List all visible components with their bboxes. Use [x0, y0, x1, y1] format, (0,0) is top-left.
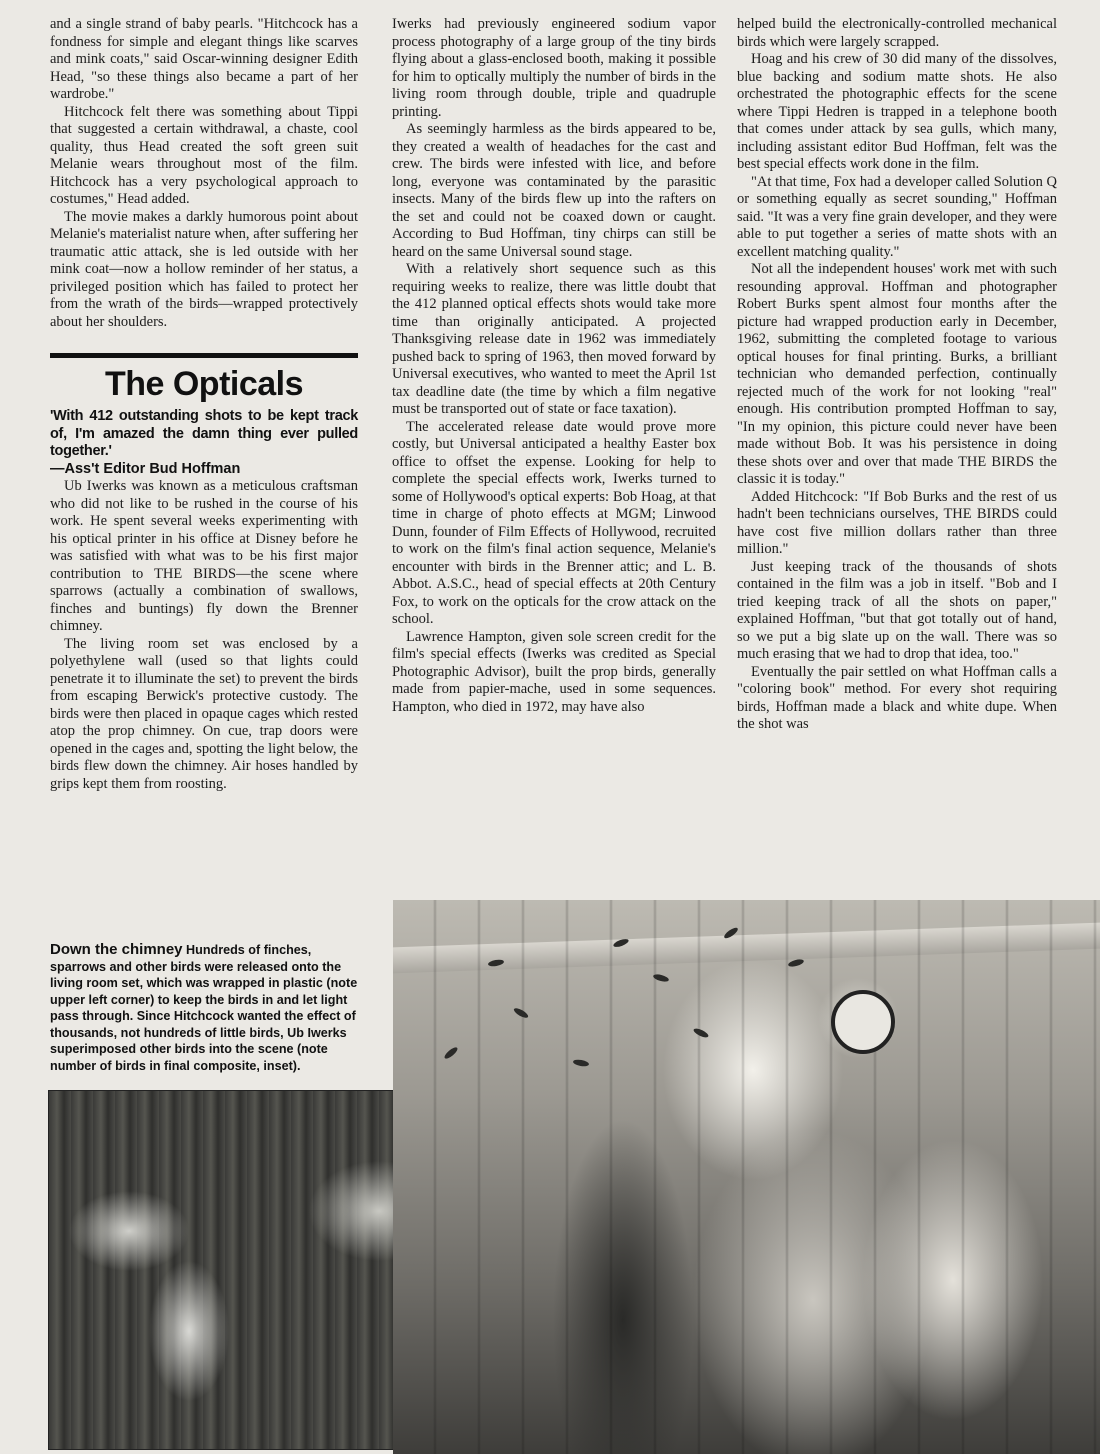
photo-caption	[50, 942, 370, 1074]
paragraph: helped build the electronically-controlled mechanical birds which were largely scrapped.	[737, 16, 1057, 50]
wall-clock	[831, 990, 895, 1054]
paragraph: As seemingly harmless as the birds appeared to be, they created a wealth of headaches for the cast and crew. The birds were infested with lice, and before long, everyone was contaminated by the parasitic insects. Many of the birds flew up into the rafters on the set and could not be coaxed down or caught. According to Bud Hoffman, tiny chirps can still be heard on the same Universal sound stage.	[392, 121, 716, 260]
pull-quote-attribution: —Ass't Editor Bud Hoffman	[50, 460, 241, 477]
paragraph: The living room set was enclosed by a polyethylene wall (used so that lights could penetrate it to illuminate the set) to prevent the birds from escaping Berwick's protective custody. The birds were then placed in opaque cages which rested atop the prop chimney. On cue, trap doors were opened in the cages and, spotting the light below, the birds flew down the chimney. Air hoses handled by grips kept them from roosting.	[50, 635, 358, 792]
inset-photo-living-room-birds	[48, 1090, 442, 1450]
section-title: The Opticals	[104, 365, 304, 403]
section-divider	[50, 353, 358, 358]
paragraph: and a single strand of baby pearls. "Hitchcock has a fondness for simple and elegant things like scarves and mink coats," said Oscar-winning designer Edith Head, "so these things also became a part of her wardrobe."	[50, 16, 358, 102]
paragraph: Hitchcock felt there was something about Tippi that suggested a certain withdrawal, a chaste, cool quality, thus Head created the soft green suit Melanie wears throughout most of the film. Hitchcock has a very psychological approach to costumes," Head added.	[50, 103, 358, 207]
article-column-2	[392, 16, 716, 716]
paragraph: With a relatively short sequence such as this requiring weeks to realize, there was little doubt that the 412 planned optical effects shots would take more time than originally anticipated. A projected Thanksgiving release date in 1962 was immediately pushed back to spring of 1963, then moved forward by Universal executives, who wanted to meet the April 1st tax deadline date (the time by which a film negative must be transported out of state or face taxation).	[392, 261, 716, 417]
paragraph: Eventually the pair settled on what Hoffman calls a "coloring book" method. For every shot requiring birds, Hoffman made a black and white dupe. When the shot was	[737, 663, 1057, 732]
article-column-1	[50, 16, 358, 793]
pull-quote: 'With 412 outstanding shots to be kept track of, I'm amazed the damn thing ever pulled together.'	[50, 408, 358, 459]
paragraph: Ub Iwerks was known as a meticulous craftsman who did not like to be rushed in the course of his work. He spent several weeks experimenting with his optical printer in his office at Disney before he was satisfied with what was to be his first major contribution to THE BIRDS—the scene where sparrows (actually a combination of swallows, finches and buntings) fly down the Brenner chimney.	[50, 478, 358, 634]
paragraph: The movie makes a darkly humorous point about Melanie's materialist nature when, after suffering her traumatic attic attack, she is led outside with her mink coat—now a hollow reminder of her status, a privileged position which has failed to protect her from the wrath of the birds—wrapped protectively about her shoulders.	[50, 208, 358, 330]
paragraph: Lawrence Hampton, given sole screen credit for the film's special effects (Iwerks was credited as Special Photographic Advisor), built the prop birds, generally made from papier-mache, used in some sequences. Hampton, who died in 1972, may have also	[392, 628, 716, 715]
caption-heading: Down the chimney	[50, 941, 183, 958]
paragraph: Not all the independent houses' work met with such resounding approval. Hoffman and photographer Robert Burks spent almost four months after the picture had wrapped production early in December, 1962, submitting the completed footage to various optical houses for final printing. Burks, a brilliant technician who demanded perfection, continually rejected much of the work for not looking "real" enough. His contribution prompted Hoffman to say, "In my opinion, this picture could never have been made without Bob. It was his persistence in doing these shots over and over that made THE BIRDS the classic it is today."	[737, 261, 1057, 487]
paragraph: Iwerks had previously engineered sodium vapor process photography of a large group of the tiny birds flying about a glass-enclosed booth, making it possible for him to optically multiply the number of birds in the living room through double, triple and quadruple printing.	[392, 16, 716, 120]
paragraph: "At that time, Fox had a developer called Solution Q or something equally as secret sounding," Hoffman said. "It was a very fine grain developer, and they were able to put together a series of matte shots with an excellent matching quality."	[737, 173, 1057, 260]
paragraph: The accelerated release date would prove more costly, but Universal anticipated a healthy Easter box office to offset the expense. Looking for help to complete the special effects work, Iwerks turned to some of Hollywood's optical experts: Bob Hoag, at that time in charge of photo effects at MGM; Linwood Dunn, founder of Film Effects of Hollywood, recruited to work on the film's final action sequence, Melanie's encounter with birds in the Brenner attic; and L. B. Abbot. A.S.C., head of special effects at 20th Century Fox, to work on the opticals for the crow attack on the school.	[392, 418, 716, 627]
paragraph: Hoag and his crew of 30 did many of the dissolves, blue backing and sodium matte shots. He also orchestrated the photographic effects for the scene where Tippi Hedren is trapped in a telephone booth that comes under attack by sea gulls, which many, including assistant editor Bud Hoffman, felt was the best special effects work done in the film.	[737, 51, 1057, 172]
main-photo-bird-attack-scene	[393, 900, 1100, 1454]
caption-text: Hundreds of finches, sparrows and other birds were released onto the living room set, which was wrapped in plastic (note upper left corner) to keep the birds in and let light pass through. Since Hitchcock wanted the effect of thousands, not hundreds of little birds, Ub Iwerks superimposed other birds into the scene (note number of birds in final composite, inset).	[50, 943, 358, 1073]
wood-panel-wall	[393, 900, 1100, 1454]
article-column-3	[737, 16, 1057, 734]
paragraph: Just keeping track of the thousands of shots contained in the film was a job in itself. "Bob and I tried keeping track of all the shots on paper," explained Hoffman, "but that got totally out of hand, so we put a big slate up on the wall. There was so much erasing that we had to drop that idea, too."	[737, 558, 1057, 662]
paragraph: Added Hitchcock: "If Bob Burks and the rest of us hadn't been technicians ourselves, THE BIRDS could have cost five million dollars rather than three million."	[737, 488, 1057, 557]
